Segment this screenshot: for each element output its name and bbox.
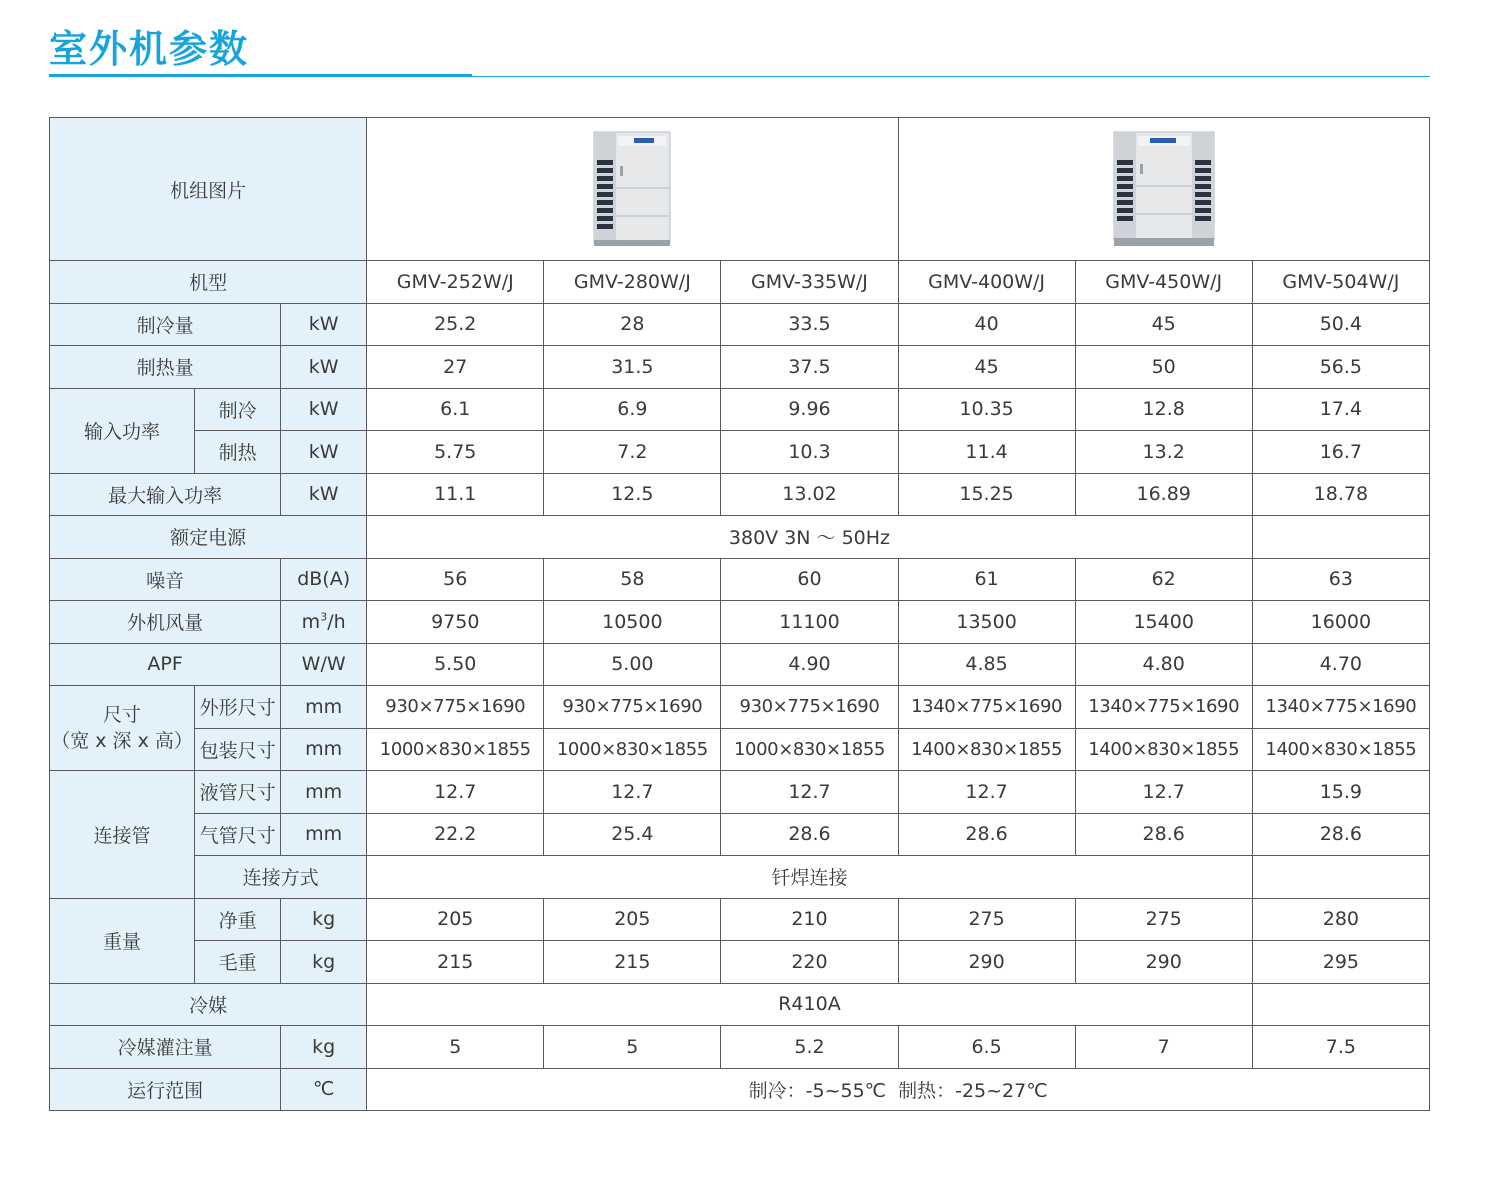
value-cell: 1340×775×1690 xyxy=(1075,686,1252,729)
value-cell: 4.70 xyxy=(1252,643,1429,686)
value-cell: 17.4 xyxy=(1252,388,1429,431)
merged-value-cell: 钎焊连接 xyxy=(367,856,1253,899)
unit-image-cell xyxy=(898,118,1429,261)
unit-cell: kW xyxy=(281,346,367,389)
empty-cell xyxy=(1252,983,1429,1026)
value-cell: 45 xyxy=(1075,303,1252,346)
spec-table xyxy=(49,117,1430,1111)
value-cell: 63 xyxy=(1252,558,1429,601)
value-cell: 25.4 xyxy=(544,813,721,856)
value-cell: 280 xyxy=(1252,898,1429,941)
value-cell: 9750 xyxy=(367,601,544,644)
table-row xyxy=(50,516,1430,559)
unit-cell: kW xyxy=(281,388,367,431)
table-row xyxy=(50,1026,1430,1069)
model-label: 机型 xyxy=(50,261,367,304)
value-cell: 210 xyxy=(721,898,898,941)
value-cell: 290 xyxy=(898,941,1075,984)
value-cell: 275 xyxy=(898,898,1075,941)
table-row xyxy=(50,558,1430,601)
unit-cell: mm xyxy=(281,728,367,771)
value-cell: 6.9 xyxy=(544,388,721,431)
outdoor-unit-large-image xyxy=(1110,130,1218,248)
value-cell: 12.7 xyxy=(898,771,1075,814)
value-cell: 12.7 xyxy=(721,771,898,814)
value-cell: 10.35 xyxy=(898,388,1075,431)
value-cell: 28.6 xyxy=(898,813,1075,856)
value-cell: 1400×830×1855 xyxy=(1075,728,1252,771)
unit-cell xyxy=(281,601,367,644)
unit-cell: ℃ xyxy=(281,1068,367,1111)
value-cell: 205 xyxy=(367,898,544,941)
value-cell: 28.6 xyxy=(1252,813,1429,856)
value-cell: 4.85 xyxy=(898,643,1075,686)
row-label: 冷媒灌注量 xyxy=(50,1026,281,1069)
unit-cell: kW xyxy=(281,431,367,474)
value-cell: 1400×830×1855 xyxy=(1252,728,1429,771)
sub-label: 制冷 xyxy=(195,388,281,431)
row-label: 制热量 xyxy=(50,346,281,389)
value-cell: 13.2 xyxy=(1075,431,1252,474)
table-row xyxy=(50,686,1430,729)
image-label: 机组图片 xyxy=(50,118,367,261)
row-label: 冷媒 xyxy=(50,983,367,1026)
value-cell: 15400 xyxy=(1075,601,1252,644)
value-cell: 10500 xyxy=(544,601,721,644)
value-cell: 58 xyxy=(544,558,721,601)
value-cell: 31.5 xyxy=(544,346,721,389)
merged-value-cell: R410A xyxy=(367,983,1253,1026)
value-cell: 11100 xyxy=(721,601,898,644)
table-row xyxy=(50,303,1430,346)
value-cell: 5 xyxy=(367,1026,544,1069)
value-cell: 5.50 xyxy=(367,643,544,686)
value-cell: 1000×830×1855 xyxy=(544,728,721,771)
value-cell: 7.5 xyxy=(1252,1026,1429,1069)
group-label: 输入功率 xyxy=(50,388,195,473)
sub-label: 包装尺寸 xyxy=(195,728,281,771)
table-row xyxy=(50,601,1430,644)
table-row xyxy=(50,118,1430,261)
value-cell: 1400×830×1855 xyxy=(898,728,1075,771)
value-cell: 40 xyxy=(898,303,1075,346)
value-cell: 215 xyxy=(544,941,721,984)
unit-cell: kg xyxy=(281,898,367,941)
model-cell: GMV-504W/J xyxy=(1252,261,1429,304)
value-cell: 28.6 xyxy=(1075,813,1252,856)
unit-cell: mm xyxy=(281,771,367,814)
table-row xyxy=(50,983,1430,1026)
model-cell: GMV-400W/J xyxy=(898,261,1075,304)
title-underline xyxy=(49,74,472,77)
value-cell: 9.96 xyxy=(721,388,898,431)
group-label: 连接管 xyxy=(50,771,195,899)
value-cell: 7 xyxy=(1075,1026,1252,1069)
unit-cell: mm xyxy=(281,813,367,856)
table-row xyxy=(50,261,1430,304)
merged-value-cell: 380V 3N ～ 50Hz xyxy=(367,516,1253,559)
unit-tail: /h xyxy=(327,610,346,633)
unit-superscript: 3 xyxy=(320,610,328,624)
value-cell: 12.8 xyxy=(1075,388,1252,431)
row-label: 运行范围 xyxy=(50,1068,281,1111)
unit-cell: kg xyxy=(281,941,367,984)
value-cell: 4.90 xyxy=(721,643,898,686)
size-label-line1: 尺寸 xyxy=(103,704,142,726)
value-cell: 11.1 xyxy=(367,473,544,516)
value-cell: 28.6 xyxy=(721,813,898,856)
value-cell: 10.3 xyxy=(721,431,898,474)
unit-cell: W/W xyxy=(281,643,367,686)
value-cell: 16.89 xyxy=(1075,473,1252,516)
value-cell: 1340×775×1690 xyxy=(1252,686,1429,729)
sub-label: 制热 xyxy=(195,431,281,474)
row-label: 外机风量 xyxy=(50,601,281,644)
value-cell: 27 xyxy=(367,346,544,389)
sub-label: 外形尺寸 xyxy=(195,686,281,729)
value-cell: 1340×775×1690 xyxy=(898,686,1075,729)
table-row xyxy=(50,898,1430,941)
value-cell: 6.1 xyxy=(367,388,544,431)
value-cell: 215 xyxy=(367,941,544,984)
value-cell: 56 xyxy=(367,558,544,601)
value-cell: 295 xyxy=(1252,941,1429,984)
sub-label: 连接方式 xyxy=(195,856,367,899)
value-cell: 6.5 xyxy=(898,1026,1075,1069)
value-cell: 16000 xyxy=(1252,601,1429,644)
value-cell: 12.7 xyxy=(367,771,544,814)
value-cell: 7.2 xyxy=(544,431,721,474)
unit-cell: kW xyxy=(281,473,367,516)
unit-cell: mm xyxy=(281,686,367,729)
value-cell: 37.5 xyxy=(721,346,898,389)
model-cell: GMV-335W/J xyxy=(721,261,898,304)
table-row xyxy=(50,346,1430,389)
value-cell: 50.4 xyxy=(1252,303,1429,346)
value-cell: 220 xyxy=(721,941,898,984)
value-cell: 4.80 xyxy=(1075,643,1252,686)
value-cell: 11.4 xyxy=(898,431,1075,474)
row-label: 最大输入功率 xyxy=(50,473,281,516)
unit-cell: dB(A) xyxy=(281,558,367,601)
value-cell: 18.78 xyxy=(1252,473,1429,516)
value-cell: 13500 xyxy=(898,601,1075,644)
unit-cell: kg xyxy=(281,1026,367,1069)
row-label: 噪音 xyxy=(50,558,281,601)
value-cell: 60 xyxy=(721,558,898,601)
table-row xyxy=(50,431,1430,474)
size-label-line2: （宽 x 深 x 高） xyxy=(51,730,193,752)
outdoor-unit-small-image xyxy=(590,130,674,248)
table-row xyxy=(50,1068,1430,1111)
value-cell: 5.2 xyxy=(721,1026,898,1069)
unit-base: m xyxy=(301,610,321,633)
title-rule xyxy=(472,76,1430,77)
value-cell: 12.7 xyxy=(544,771,721,814)
value-cell: 16.7 xyxy=(1252,431,1429,474)
value-cell: 930×775×1690 xyxy=(721,686,898,729)
table-row xyxy=(50,771,1430,814)
model-cell: GMV-252W/J xyxy=(367,261,544,304)
value-cell: 930×775×1690 xyxy=(367,686,544,729)
table-row xyxy=(50,388,1430,431)
value-cell: 5.00 xyxy=(544,643,721,686)
group-label: 重量 xyxy=(50,898,195,983)
table-row xyxy=(50,473,1430,516)
value-cell: 12.5 xyxy=(544,473,721,516)
value-cell: 12.7 xyxy=(1075,771,1252,814)
model-cell: GMV-280W/J xyxy=(544,261,721,304)
model-cell: GMV-450W/J xyxy=(1075,261,1252,304)
value-cell: 62 xyxy=(1075,558,1252,601)
sub-label: 净重 xyxy=(195,898,281,941)
table-row xyxy=(50,941,1430,984)
value-cell: 25.2 xyxy=(367,303,544,346)
value-cell: 22.2 xyxy=(367,813,544,856)
sub-label: 液管尺寸 xyxy=(195,771,281,814)
empty-cell xyxy=(1252,856,1429,899)
unit-image-cell xyxy=(367,118,898,261)
value-cell: 1000×830×1855 xyxy=(367,728,544,771)
table-row xyxy=(50,643,1430,686)
value-cell: 33.5 xyxy=(721,303,898,346)
table-row xyxy=(50,728,1430,771)
value-cell: 13.02 xyxy=(721,473,898,516)
group-label xyxy=(50,686,195,771)
sub-label: 毛重 xyxy=(195,941,281,984)
merged-value-cell: 制冷：-5~55℃ 制热：-25~27℃ xyxy=(367,1068,1430,1111)
value-cell: 61 xyxy=(898,558,1075,601)
value-cell: 15.25 xyxy=(898,473,1075,516)
value-cell: 930×775×1690 xyxy=(544,686,721,729)
value-cell: 290 xyxy=(1075,941,1252,984)
sub-label: 气管尺寸 xyxy=(195,813,281,856)
row-label: 额定电源 xyxy=(50,516,367,559)
value-cell: 275 xyxy=(1075,898,1252,941)
value-cell: 5.75 xyxy=(367,431,544,474)
row-label: 制冷量 xyxy=(50,303,281,346)
value-cell: 1000×830×1855 xyxy=(721,728,898,771)
value-cell: 50 xyxy=(1075,346,1252,389)
table-row xyxy=(50,856,1430,899)
row-label: APF xyxy=(50,643,281,686)
page-title: 室外机参数 xyxy=(49,27,250,71)
value-cell: 205 xyxy=(544,898,721,941)
value-cell: 56.5 xyxy=(1252,346,1429,389)
unit-cell: kW xyxy=(281,303,367,346)
value-cell: 45 xyxy=(898,346,1075,389)
value-cell: 28 xyxy=(544,303,721,346)
value-cell: 15.9 xyxy=(1252,771,1429,814)
value-cell: 5 xyxy=(544,1026,721,1069)
empty-cell xyxy=(1252,516,1429,559)
table-row xyxy=(50,813,1430,856)
